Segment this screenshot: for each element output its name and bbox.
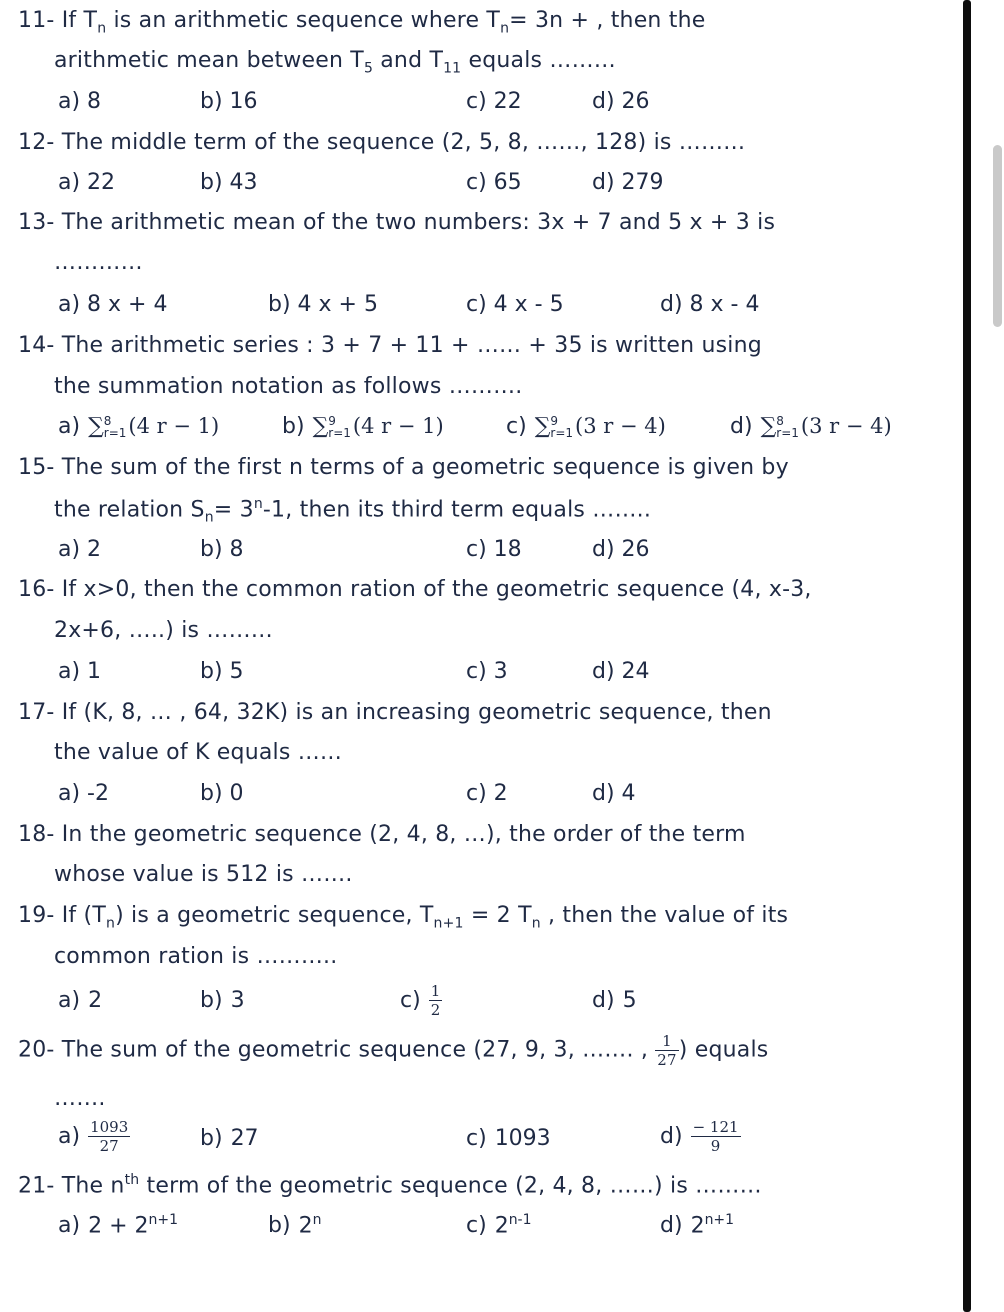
q19-option-b: [200, 988, 245, 1013]
q15-text-c: -1, then its third term equals ……..: [262, 497, 652, 523]
question-13-blank: …………: [54, 250, 143, 275]
upper-limit: 9: [550, 414, 559, 428]
q12-option-b: b) 43: [200, 170, 258, 195]
question-20-line-1: [18, 1032, 768, 1069]
q21-option-d-letter: d): [660, 1213, 683, 1239]
q15-option-a: a) 2: [58, 537, 102, 562]
q19-text-c: = 2 T: [463, 903, 532, 928]
q14-option-a-limits: [104, 415, 127, 439]
q19-option-a: [58, 988, 102, 1013]
q14-option-d-limits: [776, 415, 799, 439]
q15-option-c: c) 18: [466, 537, 522, 562]
q21-option-a-exponent: n+1: [148, 1212, 179, 1228]
q11-text-a: 11- If T: [18, 8, 98, 33]
q19-option-a-letter: a): [58, 988, 81, 1013]
q21-option-b-letter: b): [268, 1213, 291, 1239]
q19-option-a-value: 2: [88, 988, 103, 1013]
q20-option-d: [660, 1118, 741, 1155]
q19-option-d-value: 5: [622, 988, 637, 1013]
numerator: − 121: [692, 1118, 739, 1136]
upper-limit: 8: [776, 414, 784, 428]
question-18-line-2: whose value is 512 is …….: [54, 862, 353, 887]
q11-sub-b: n: [500, 20, 510, 37]
question-14: 14- The arithmetic series : 3 + 7 + 11 + …… + 35 is written using: [18, 333, 762, 358]
question-11-line-1: [18, 8, 705, 36]
question-14-line-2: the summation notation as follows ……….: [54, 374, 523, 399]
q15-sub: n: [204, 509, 214, 526]
upper-limit: 9: [328, 414, 336, 428]
q16-option-c: c) 3: [466, 659, 508, 684]
q19-text-b: ) is a geometric sequence, T: [115, 903, 434, 928]
q19-option-c-letter: c): [400, 987, 421, 1013]
q15-option-b: b) 8: [200, 537, 244, 562]
q12-option-c: c) 65: [466, 170, 522, 195]
question-19-line-2: common ration is ………..: [54, 944, 338, 969]
q19-sub-b: n+1: [433, 915, 464, 932]
q15-sup: n: [253, 496, 263, 512]
q12-option-a: a) 22: [58, 170, 116, 195]
q21-option-b: [268, 1212, 321, 1238]
q21-option-c-letter: c): [466, 1213, 487, 1239]
q21-option-b-base: 2: [298, 1213, 313, 1239]
q21-option-b-exponent: n: [312, 1212, 322, 1228]
lower-limit: r=1: [328, 426, 351, 440]
q14-option-d-expr: (3 r − 4): [800, 414, 892, 438]
q15-text-b: = 3: [213, 497, 254, 523]
q14-option-a: [58, 414, 219, 439]
question-20-blank: …….: [54, 1086, 106, 1111]
q21-option-d-exponent: n+1: [704, 1212, 735, 1228]
q14-option-b-expr: (4 r − 1): [352, 414, 444, 438]
q14-option-d-letter: d): [730, 414, 753, 439]
q14-option-a-letter: a): [58, 414, 81, 439]
question-21: [18, 1172, 762, 1198]
q14-option-c-letter: c): [506, 414, 527, 439]
q15-text-a: the relation S: [54, 497, 205, 523]
q11-sub-c: 5: [363, 60, 374, 77]
lower-limit: r=1: [550, 426, 574, 440]
q19-text-a: 19- If (T: [18, 903, 106, 928]
question-16: 16- If x>0, then the common ration of the geometric sequence (4, x-3,: [18, 577, 812, 602]
denominator: 9: [710, 1137, 721, 1155]
question-19-line-1: [18, 903, 788, 931]
q11-option-b: b) 16: [200, 89, 258, 114]
q14-option-c-limits: [550, 415, 573, 439]
sigma-symbol: ∑: [534, 414, 551, 439]
question-15-line-2: [54, 496, 651, 526]
q14-option-b-letter: b): [282, 414, 305, 439]
question-15: 15- The sum of the first n terms of a geometric sequence is given by: [18, 455, 789, 480]
q20-option-c-value: 1093: [494, 1126, 551, 1151]
q13-option-b: b) 4 x + 5: [268, 292, 378, 317]
q19-option-c: [400, 982, 442, 1019]
numerator: 1: [655, 1032, 679, 1051]
q21-option-d-base: 2: [690, 1213, 705, 1239]
q13-option-a: a) 8 x + 4: [58, 292, 168, 317]
q16-option-a: a) 1: [58, 659, 102, 684]
q15-option-d: d) 26: [592, 537, 650, 562]
q14-option-c-expr: (3 r − 4): [575, 414, 666, 438]
q11-text-b: is an arithmetic sequence where T: [106, 8, 501, 33]
numerator: 1093: [90, 1118, 129, 1136]
q21-option-d: [660, 1212, 734, 1238]
numerator: 1: [430, 982, 441, 1000]
q21-option-a-base: 2 + 2: [88, 1213, 149, 1239]
question-11-line-2: [54, 48, 616, 76]
q14-option-a-expr: (4 r − 1): [128, 414, 220, 438]
q17-option-a: a) -2: [58, 781, 109, 806]
q16-option-b: b) 5: [200, 659, 244, 684]
sigma-symbol: ∑: [760, 414, 777, 439]
q21-text-b: term of the geometric sequence (2, 4, 8, ……) is ………: [139, 1173, 762, 1199]
q20-option-b: [200, 1126, 259, 1151]
denominator: 27: [657, 1051, 677, 1069]
q20-fraction: [655, 1032, 679, 1069]
upper-limit: 8: [103, 414, 112, 428]
q20-text-b: ) equals: [678, 1037, 769, 1063]
q11-sub-a: n: [97, 20, 107, 37]
q20-option-d-letter: d): [660, 1123, 683, 1149]
q14-option-b-limits: [328, 415, 351, 439]
q20-option-c: [466, 1126, 551, 1151]
q13-option-c: c) 4 x - 5: [466, 292, 564, 317]
q21-option-a: [58, 1212, 178, 1238]
q21-option-a-letter: a): [58, 1213, 81, 1239]
q11-text-e: and T: [373, 48, 444, 73]
q20-option-a-letter: a): [58, 1123, 81, 1149]
question-13: 13- The arithmetic mean of the two numbers: 3x + 7 and 5 x + 3 is: [18, 210, 776, 235]
question-12: 12- The middle term of the sequence (2, 5, 8, ……, 128) is ………: [18, 130, 746, 155]
q11-text-c: = 3n + , then the: [509, 8, 706, 33]
q19-option-c-fraction: [429, 982, 443, 1019]
q11-option-a: a) 8: [58, 89, 102, 114]
q14-option-d: [730, 414, 892, 439]
q19-sub-c: n: [531, 915, 541, 932]
q21-sup: th: [124, 1172, 140, 1188]
q19-option-d: [592, 988, 637, 1013]
q11-text-f: equals ………: [461, 48, 616, 73]
q21-option-c-base: 2: [494, 1213, 509, 1239]
q11-option-d: d) 26: [592, 89, 650, 114]
denominator: 2: [430, 1001, 441, 1019]
q21-option-c: [466, 1212, 532, 1238]
q21-text-a: 21- The n: [18, 1173, 125, 1199]
sigma-symbol: ∑: [312, 414, 329, 439]
question-17-line-2: the value of K equals ……: [54, 740, 343, 765]
q20-option-b-letter: b): [200, 1126, 223, 1151]
q20-option-d-fraction: [691, 1118, 741, 1155]
q20-option-a: [58, 1118, 130, 1155]
q19-option-d-letter: d): [592, 988, 615, 1013]
q11-text-d: arithmetic mean between T: [54, 48, 364, 73]
q13-option-d: d) 8 x - 4: [660, 292, 760, 317]
q21-option-c-exponent: n-1: [508, 1212, 532, 1228]
q19-text-d: , then the value of its: [540, 903, 789, 928]
scrollbar-thumb[interactable]: [993, 145, 1002, 327]
q14-option-b: [282, 414, 444, 439]
q16-option-d: d) 24: [592, 659, 650, 684]
sigma-symbol: ∑: [88, 414, 104, 439]
q12-option-d: d) 279: [592, 170, 664, 195]
question-17: 17- If (K, 8, … , 64, 32K) is an increasing geometric sequence, then: [18, 700, 772, 725]
q17-option-d: d) 4: [592, 781, 636, 806]
binding-edge-line: [963, 0, 971, 1312]
q19-option-b-value: 3: [230, 988, 245, 1013]
q17-option-c: c) 2: [466, 781, 508, 806]
lower-limit: r=1: [103, 426, 127, 440]
lower-limit: r=1: [776, 426, 799, 440]
q19-sub-a: n: [105, 915, 116, 932]
q11-sub-d: 11: [443, 60, 462, 77]
question-16-line-2: 2x+6, …..) is ………: [54, 618, 273, 643]
q19-option-b-letter: b): [200, 988, 223, 1013]
q20-text-a: 20- The sum of the geometric sequence (27, 9, 3, ……. ,: [18, 1037, 656, 1063]
q20-option-b-value: 27: [230, 1126, 259, 1151]
q20-option-a-fraction: [88, 1118, 130, 1155]
q20-option-c-letter: c): [466, 1126, 487, 1151]
q17-option-b: b) 0: [200, 781, 244, 806]
question-18: 18- In the geometric sequence (2, 4, 8, …), the order of the term: [18, 822, 746, 847]
denominator: 27: [99, 1137, 119, 1155]
q11-option-c: c) 22: [466, 89, 522, 114]
q14-option-c: [506, 414, 666, 439]
